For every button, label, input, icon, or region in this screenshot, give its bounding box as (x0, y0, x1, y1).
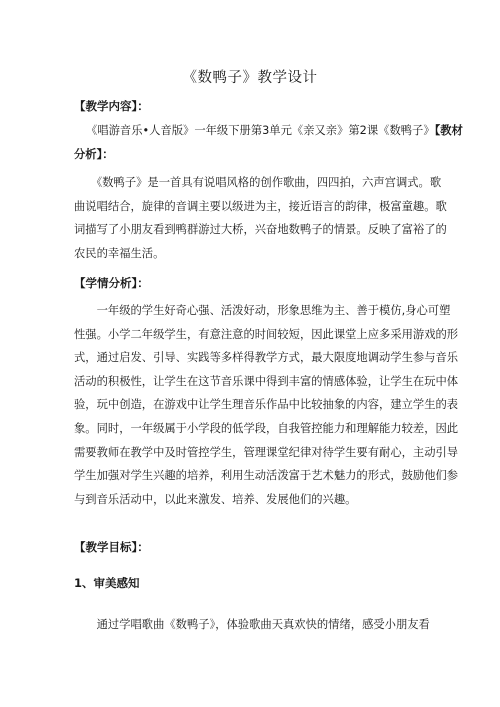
paragraph-content-analysis (74, 171, 447, 265)
heading-teaching-goals: 【教学目标】： (74, 540, 149, 554)
heading-student-analysis: 【学情分析】： (74, 276, 149, 290)
sub-heading-aesthetic-perception: 1、审美感知 (74, 576, 140, 590)
paragraph-line: 需要教师在教学中及时管控学生，管理课堂纪律对待学生要有耐心，主动引导 (74, 445, 459, 459)
paragraph-line: 式，通过启发、引导、实践等多样得教学方式，最大限度地调动学生参与音乐 (74, 351, 459, 365)
paragraph-line: 学生加强对学生兴趣的培养，利用生动活泼富于艺术魅力的形式，鼓励他们参 (74, 469, 459, 483)
paragraph-line: 性强。小学二年级学生，有意注意的时间较短，因此课堂上应多采用游戏的形 (74, 327, 459, 341)
paragraph-line: 农民的幸福生活。 (74, 246, 165, 260)
paragraph-line: 曲说唱结合，旋律的音调主要以级进为主，接近语言的韵律，极富童趣。歌 (74, 199, 447, 213)
paragraph-line: 通过学唱歌曲《数鸭子》，体验歌曲天真欢快的情绪，感受小朋友看 (74, 618, 430, 631)
paragraph-line: 《数鸭子》是一首具有说唱风格的创作歌曲，四四拍，六声宫调式。歌 (74, 176, 442, 189)
source-line-1 (86, 119, 463, 143)
paragraph-line: 词描写了小朋友看到鸭群游过大桥，兴奋地数鸭子的情景。反映了富裕了的 (74, 223, 447, 237)
heading-teaching-content: 【教学内容】： (74, 99, 149, 113)
paragraph-line: 验，玩中创造，在游戏中让学生理音乐作品中比较抽象的内容，建立学生的表 (74, 398, 459, 412)
document-title: 《数鸭子》教学设计 (182, 70, 318, 86)
paragraph-line: 活动的积极性，让学生在这节音乐课中得到丰富的情感体验，让学生在玩中体 (74, 374, 459, 388)
source-text: 《唱游音乐•人音版》一年级下册第3单元《亲又亲》第2课《数鸭子》 (86, 124, 435, 137)
paragraph-line: 与到音乐活动中，以此来激发、培养、发展他们的兴趣。 (74, 492, 357, 506)
source-analysis-label-a: 【教材 (434, 124, 463, 137)
paragraph-line: 象。同时，一年级属于小学段的低学段，自我管控能力和理解能力较差，因此 (74, 421, 459, 435)
source-analysis-label-b: 分析】： (74, 148, 114, 161)
paragraph-student-analysis (74, 299, 459, 511)
paragraph-line: 一年级的学生好奇心强、活泼好动，形象思维为主、善于模仿,身心可塑 (74, 304, 451, 317)
paragraph-goals (74, 613, 434, 637)
